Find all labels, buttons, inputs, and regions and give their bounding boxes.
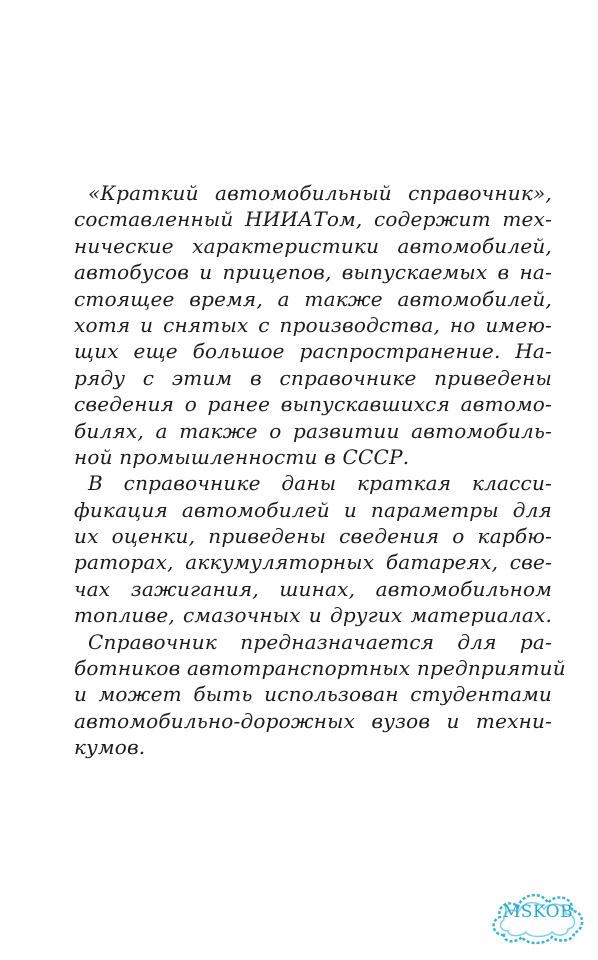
text-line: раторах, аккумуляторных батареях, све- [74, 550, 552, 575]
text-line: и может быть использован студентами [74, 682, 552, 707]
text-line: фикация автомобилей и параметры для [74, 497, 552, 522]
text-line: составленный НИИАТом, содержит тех- [74, 207, 552, 232]
text-line: автомобильно-дорожных вузов и техни- [74, 708, 552, 733]
text-line: щих еще большое распространение. На- [74, 339, 552, 364]
text-line: сведения о ранее выпускавшихся автомо- [74, 392, 552, 417]
text-line: стоящее время, а также автомобилей, [74, 286, 552, 311]
annotation-text [74, 180, 566, 761]
watermark-stamp [486, 883, 590, 949]
text-line: кумов. [74, 735, 146, 760]
text-line: топливе, смазочных и других материалах. [74, 603, 552, 628]
text-line: их оценки, приведены сведения о карбю- [74, 524, 552, 549]
text-line: нические характеристики автомобилей, [74, 233, 552, 258]
watermark-text: MSKOB [502, 902, 574, 922]
text-line: Справочник предназначается для ра- [88, 629, 552, 654]
text-line: автобусов и прицепов, выпускаемых в на- [74, 260, 552, 285]
text-line: ной промышленности в СССР. [74, 444, 410, 469]
text-line: «Краткий автомобильный справочник», [88, 181, 552, 205]
text-line: В справочнике даны краткая класси- [88, 471, 552, 496]
text-line: ряду с этим в справочнике приведены [74, 365, 552, 390]
text-line: чах зажигания, шинах, автомобильном [74, 576, 552, 601]
text-line: билях, а также о развитии автомобиль- [74, 418, 552, 443]
text-line: ботников автотранспортных предприятий [74, 656, 566, 681]
text-line: хотя и снятых с производства, но имею- [74, 312, 552, 337]
